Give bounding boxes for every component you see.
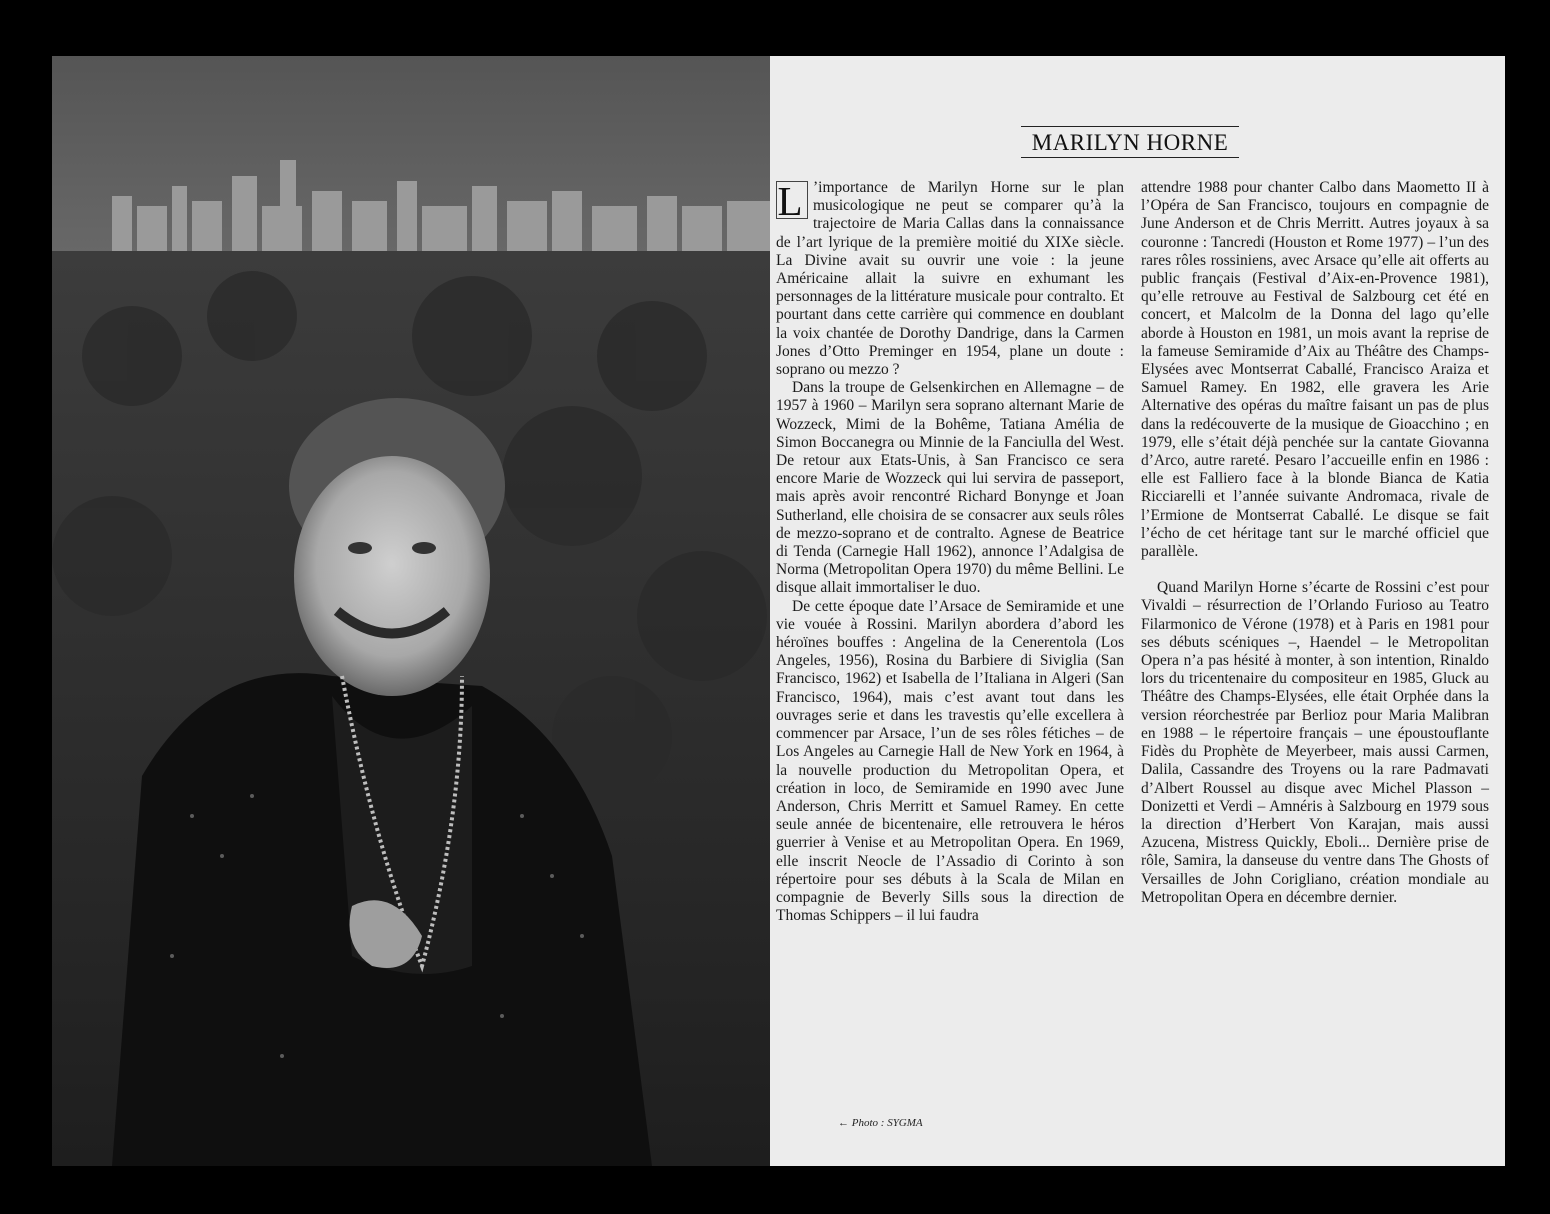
photo-image [52, 56, 770, 1166]
article-title: MARILYN HORNE [1021, 126, 1239, 158]
portrait-photo [52, 56, 770, 1166]
photo-credit: ← Photo : SYGMA [838, 1117, 923, 1129]
text-column-right [1141, 179, 1489, 907]
text-column-left [776, 179, 1124, 925]
article-paragraph: De cette époque date l’Arsace de Semiramide et une vie vouée à Rossini. Marilyn abordera d’abord les héroïnes bouffes : Angelina de la Cenerentola (Los Angeles, 1956), Rosina du Barbiere di Siviglia (San Francisco, 1962) et Isabella de l’Italiana in Algeri (San Francisco, 1964), mais c’est avant tout dans les ouvrages serie et dans les travestis qu’elle excellera à commencer par Arsace, l’un de ses rôles fétiches – de Los Angeles au Carnegie Hall de New York en 1964, à la nouvelle production du Metropolitan Opera, et création in loco, de Semiramide en 1990 avec June Anderson, Chris Merritt et Samuel Ramey. En cette seule année de bicentenaire, elle retrouvera le héros guerrier à Venise et au Metropolitan Opera. En 1969, elle inscrit Neocle de l’Assadio di Corinto à son répertoire pour ses débuts à la Scala de Milan en compagnie de Beverly Sills sous la direction de Thomas Schippers – il lui faudra [776, 597, 1124, 925]
article-paragraph: Quand Marilyn Horne s’écarte de Rossini c’est pour Vivaldi – résurrection de l’Orlando Furioso au Teatro Filarmonico de Vérone (1978) et à Paris en 1981 pour ses débuts scéniques –, Haendel – le Metropolitan Opera n’a pas hésité à monter, à son intention, Rinaldo lors du tricentenaire du compositeur en 1985, Gluck au Théâtre des Champs-Elysées, elle était Orphée dans la version réorchestrée par Berlioz pour Maria Malibran en 1988 – le répertoire français – une époustouflante Fidès du Prophète de Meyerbeer, mais aussi Carmen, Dalila, Cassandre des Troyens ou la rare Padmavati d’Albert Roussel au disque avec Michel Plasson – Donizetti et Verdi – Amnéris à Salzbourg en 1979 sous la direction d’Herbert Von Karajan, mais aussi Azucena, Mistress Quickly, Eboli... Dernière prise de rôle, Samira, la danseuse du ventre dans The Ghosts of Versailles de John Corigliano, création mondiale au Metropolitan Opera en décembre dernier. [1141, 579, 1489, 906]
article-paragraph: Dans la troupe de Gelsenkirchen en Allemagne – de 1957 à 1960 – Marilyn sera soprano alternant Marie de Wozzeck, Mimi de la Bohême, Tatiana Amélia de Simon Boccanegra ou Minnie de la Fanciulla del West. De retour aux Etats-Unis, à San Francisco ce sera encore Marie de Wozzeck qui lui servira de passeport, mais après avoir rencontré Richard Bonynge et Joan Sutherland, elle choisira de se consacrer aux seuls rôles de mezzo-soprano et de contralto. Agnese de Beatrice di Tenda (Carnegie Hall 1962), annonce l’Adalgisa de Norma (Metropolitan Opera 1970) du même Bellini. Le disque allait immortaliser le duo. [776, 379, 1124, 597]
drop-cap: L [776, 181, 808, 219]
article-paragraph: L ’importance de Marilyn Horne sur le plan musicologique ne peut se comparer qu’à la trajectoire de Maria Callas dans la connaissance de l’art lyrique de la première moitié du XIXe siècle. La Divine avait su ouvrir une voie : la jeune Américaine allait la suivre en exhumant les personnages de la littérature musicale pour contralto. Et pourtant dans cette carrière qui commence en doublant la voix chantée de Dorothy Dandrige, dans la Carmen Jones d’Otto Preminger en 1954, plane un doute : soprano ou mezzo ? [776, 178, 1124, 379]
article-paragraph: attendre 1988 pour chanter Calbo dans Maometto II à l’Opéra de San Francisco, toujours en compagnie de June Anderson et de Chris Merritt. Autres joyaux à sa couronne : Tancredi (Houston et Rome 1977) – l’un des rares rôles rossiniens, avec Arsace qu’elle ait offerts au public français (Festival d’Aix-en-Provence 1981), qu’elle retrouve au Festival de Salzbourg cet été en concert, et Malcolm de la Donna del lago qu’elle aborde à Houston en 1981, un mois avant la reprise de la fameuse Semiramide d’Aix au Théâtre des Champs-Elysées avec Montserrat Caballé, Francisco Araiza et Samuel Ramey. En 1982, elle gravera les Arie Alternative des opéras du maître faisant un pas de plus dans la redécouverte de la musique de Gioacchino ; en 1979, elle s’était déjà penchée sur la cantate Giovanna d’Arco, autre rareté. Pesaro l’accueille enfin en 1986 : elle est Falliero face à la blonde Bianca de Katia Ricciarelli et l’année suivante Andromaca, rivale de l’Ermione de Montserrat Caballé. Le disque se fait l’écho de cet héritage tant sur le marché officiel que parallèle. [1141, 179, 1489, 561]
